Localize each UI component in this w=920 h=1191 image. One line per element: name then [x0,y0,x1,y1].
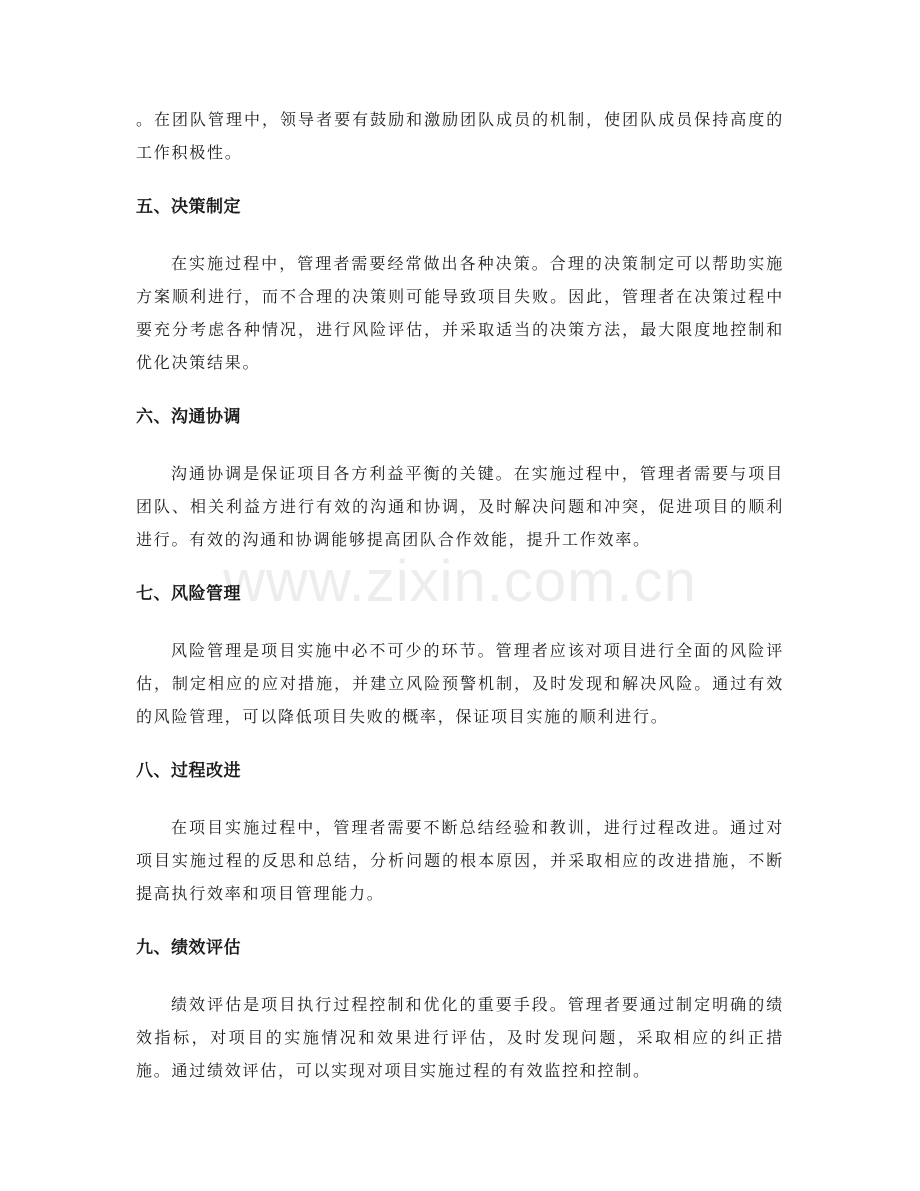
section-heading-process: 八、过程改进 [136,761,241,781]
section-heading-performance: 九、绩效评估 [136,938,241,958]
section-body-risk: 风险管理是项目实施中必不可少的环节。管理者应该对项目进行全面的风险评估，制定相应的应对措施，并建立风险预警机制，及时发现和解决风险。通过有效的风险管理，可以降低项目失败的概率，保证项目实施的顺利进行。 [136,641,784,726]
section-heading-communication: 六、沟通协调 [136,407,241,427]
document-body [136,103,784,1087]
section-heading-decision: 五、决策制定 [136,197,241,217]
section-body-process: 在项目实施过程中，管理者需要不断总结经验和教训，进行过程改进。通过对项目实施过程的反思和总结，分析问题的根本原因，并采取相应的改进措施，不断提高执行效率和项目管理能力。 [136,818,784,903]
watermark: www.zixin.com.cn [223,549,697,614]
intro-paragraph: 。在团队管理中，领导者要有鼓励和激励团队成员的机制，使团队成员保持高度的工作积极性。 [136,110,784,162]
section-heading-risk: 七、风险管理 [136,584,241,604]
section-body-decision: 在实施过程中，管理者需要经常做出各种决策。合理的决策制定可以帮助实施方案顺利进行，而不合理的决策则可能导致项目失败。因此，管理者在决策过程中要充分考虑各种情况，进行风险评估，并采取适当的决策方法，最大限度地控制和优化决策结果。 [136,254,784,372]
section-body-performance: 绩效评估是项目执行过程控制和优化的重要手段。管理者要通过制定明确的绩效指标，对项目的实施情况和效果进行评估，及时发现问题，采取相应的纠正措施。通过绩效评估，可以实现对项目实施过程的有效监控和控制。 [136,995,784,1080]
section-body-communication: 沟通协调是保证项目各方利益平衡的关键。在实施过程中，管理者需要与项目团队、相关利益方进行有效的沟通和协调，及时解决问题和冲突，促进项目的顺利进行。有效的沟通和协调能够提高团队合作效能，提升工作效率。 [136,464,784,549]
